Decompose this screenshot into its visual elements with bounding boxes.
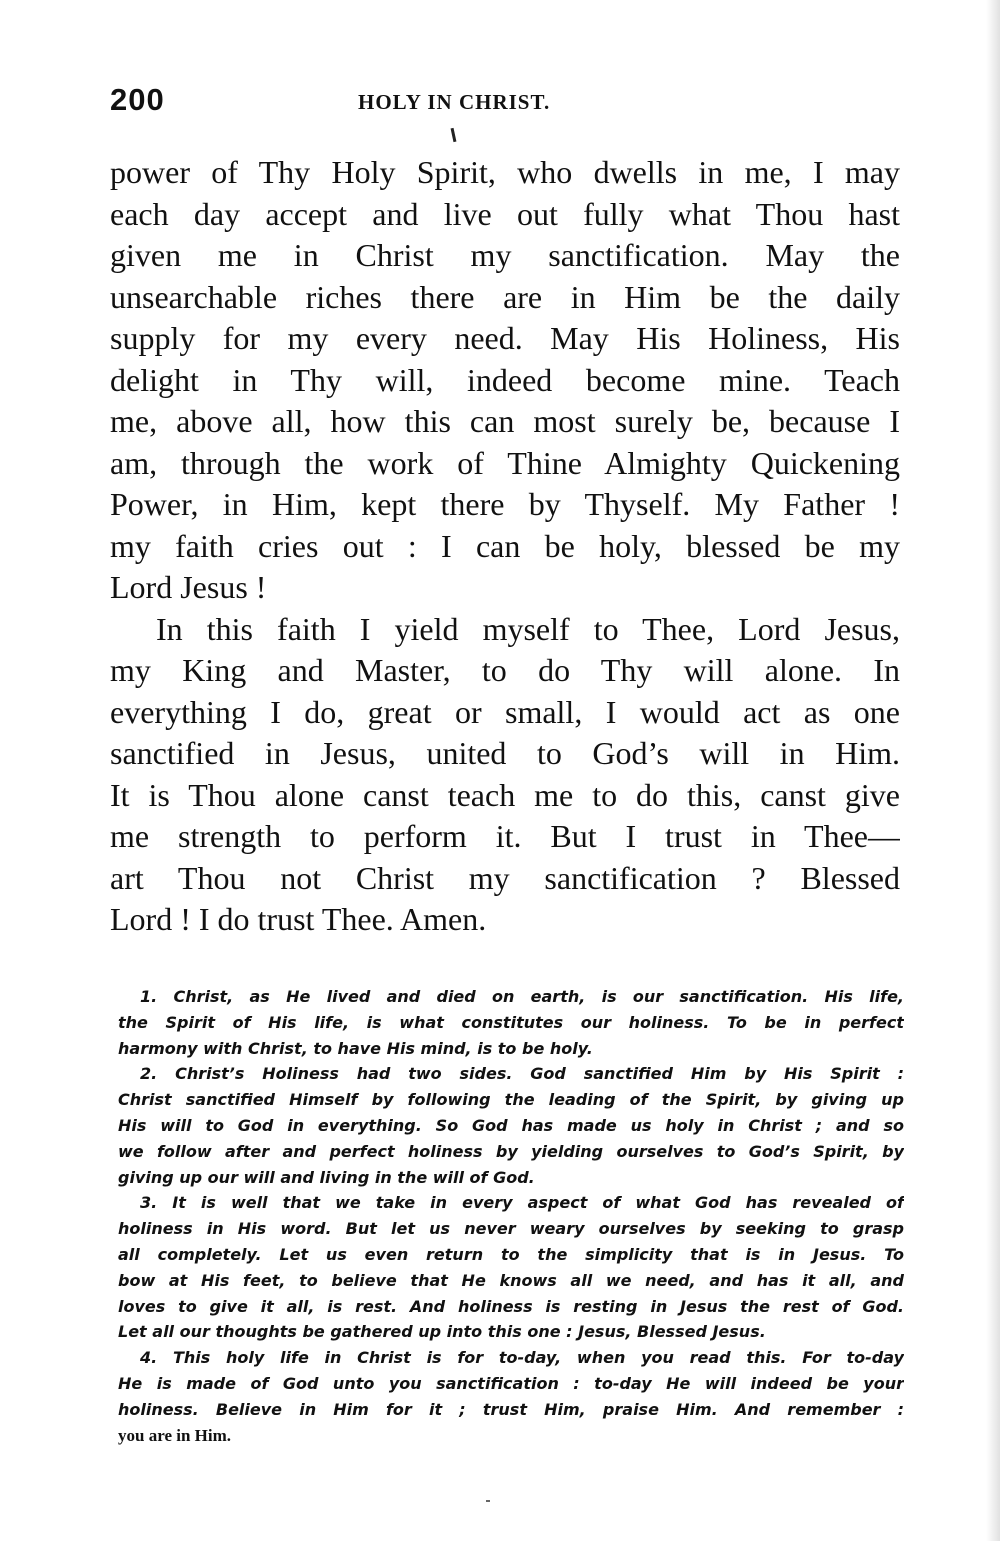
text-line: me, above all, how this can most surely be, because I bbox=[110, 403, 900, 439]
note-line: all completely. Let us even return to the simplicity that is in Jesus. To bbox=[118, 1244, 904, 1264]
note-line: we follow after and perfect holiness by yielding ourselves to God’s Spirit, by bbox=[118, 1141, 904, 1161]
note-1 bbox=[118, 984, 904, 1061]
text-line: my faith cries out : I can be holy, blessed be my bbox=[110, 527, 900, 564]
note-line: bow at His feet, to believe that He knows all we need, and has it all, and bbox=[118, 1270, 904, 1290]
note-4 bbox=[118, 1345, 904, 1448]
note-2 bbox=[118, 1061, 904, 1190]
text-line: art Thou not Christ my sanctification ? Blessed bbox=[110, 859, 900, 896]
note-line: giving up our will and living in the will of God. bbox=[118, 1167, 535, 1187]
print-mark bbox=[486, 1500, 490, 1502]
note-line: loves to give it all, is rest. And holiness is resting in Jesus the rest of God. bbox=[118, 1296, 904, 1316]
note-line: Christ sanctified Himself by following the leading of the Spirit, by giving up bbox=[118, 1090, 904, 1110]
note-line: harmony with Christ, to have His mind, is to be holy. bbox=[118, 1038, 593, 1058]
text-line: Lord ! I do trust Thee. Amen. bbox=[110, 901, 487, 937]
text-line: It is Thou alone canst teach me to do this, canst give bbox=[110, 776, 900, 813]
page-number: 200 bbox=[110, 82, 165, 117]
note-line: He is made of God unto you sanctification : to-day He will indeed be your bbox=[118, 1373, 904, 1393]
text-line: given me in Christ my sanctification. May the bbox=[110, 237, 900, 273]
text-line: me strength to perform it. But I trust in Thee— bbox=[110, 818, 900, 854]
note-line: holiness. Believe in Him for it ; trust Him, praise Him. And remember : bbox=[118, 1399, 904, 1419]
text-line: each day accept and live out fully what Thou hast bbox=[110, 195, 900, 232]
text-line: my King and Master, to do Thy will alone. In bbox=[110, 652, 900, 688]
text-line: power of Thy Holy Spirit, who dwells in me, I may bbox=[110, 154, 900, 190]
print-mark bbox=[451, 128, 457, 142]
note-line: the Spirit of His life, is what constitutes our holiness. To be in perfect bbox=[118, 1012, 904, 1032]
text-line: unsearchable riches there are in Him be the daily bbox=[110, 278, 900, 315]
note-3 bbox=[118, 1190, 904, 1345]
text-line: Power, in Him, kept there by Thyself. My Father ! bbox=[110, 486, 900, 522]
note-line: 2. Christ’s Holiness had two sides. God sanctified Him by His Spirit : bbox=[140, 1064, 904, 1084]
note-line: 3. It is well that we take in every aspect of what God has revealed of bbox=[140, 1193, 904, 1213]
page-edge-shadow bbox=[986, 0, 1000, 1541]
text-line: supply for my every need. May His Holiness, His bbox=[110, 320, 900, 356]
text-line: Lord Jesus ! bbox=[110, 569, 267, 605]
note-final-line: you are in Him. bbox=[118, 1425, 232, 1445]
page-header bbox=[110, 82, 900, 122]
note-line: 4. This holy life in Christ is for to-day, when you read this. For to-day bbox=[140, 1348, 904, 1368]
text-line: sanctified in Jesus, united to God’s will in Him. bbox=[110, 735, 900, 771]
paragraph-prayer-1 bbox=[110, 152, 900, 609]
text-line: In this faith I yield myself to Thee, Lord Jesus, bbox=[156, 610, 900, 647]
note-line: His will to God in everything. So God has made us holy in Christ ; and so bbox=[118, 1115, 904, 1135]
main-text bbox=[110, 152, 900, 941]
summary-notes bbox=[118, 984, 904, 1448]
note-line: 1. Christ, as He lived and died on earth, is our sanctification. His life, bbox=[140, 987, 904, 1006]
running-title: HOLY IN CHRIST. bbox=[358, 90, 551, 114]
note-line: Let all our thoughts be gathered up into this one : Jesus, Blessed Jesus. bbox=[118, 1322, 766, 1342]
paragraph-prayer-2 bbox=[110, 609, 900, 941]
note-line: holiness in His word. But let us never weary ourselves by seeking to grasp bbox=[118, 1219, 904, 1239]
text-line: delight in Thy will, indeed become mine. Teach bbox=[110, 361, 900, 398]
text-line: am, through the work of Thine Almighty Quickening bbox=[110, 444, 900, 481]
text-line: everything I do, great or small, I would act as one bbox=[110, 693, 900, 730]
